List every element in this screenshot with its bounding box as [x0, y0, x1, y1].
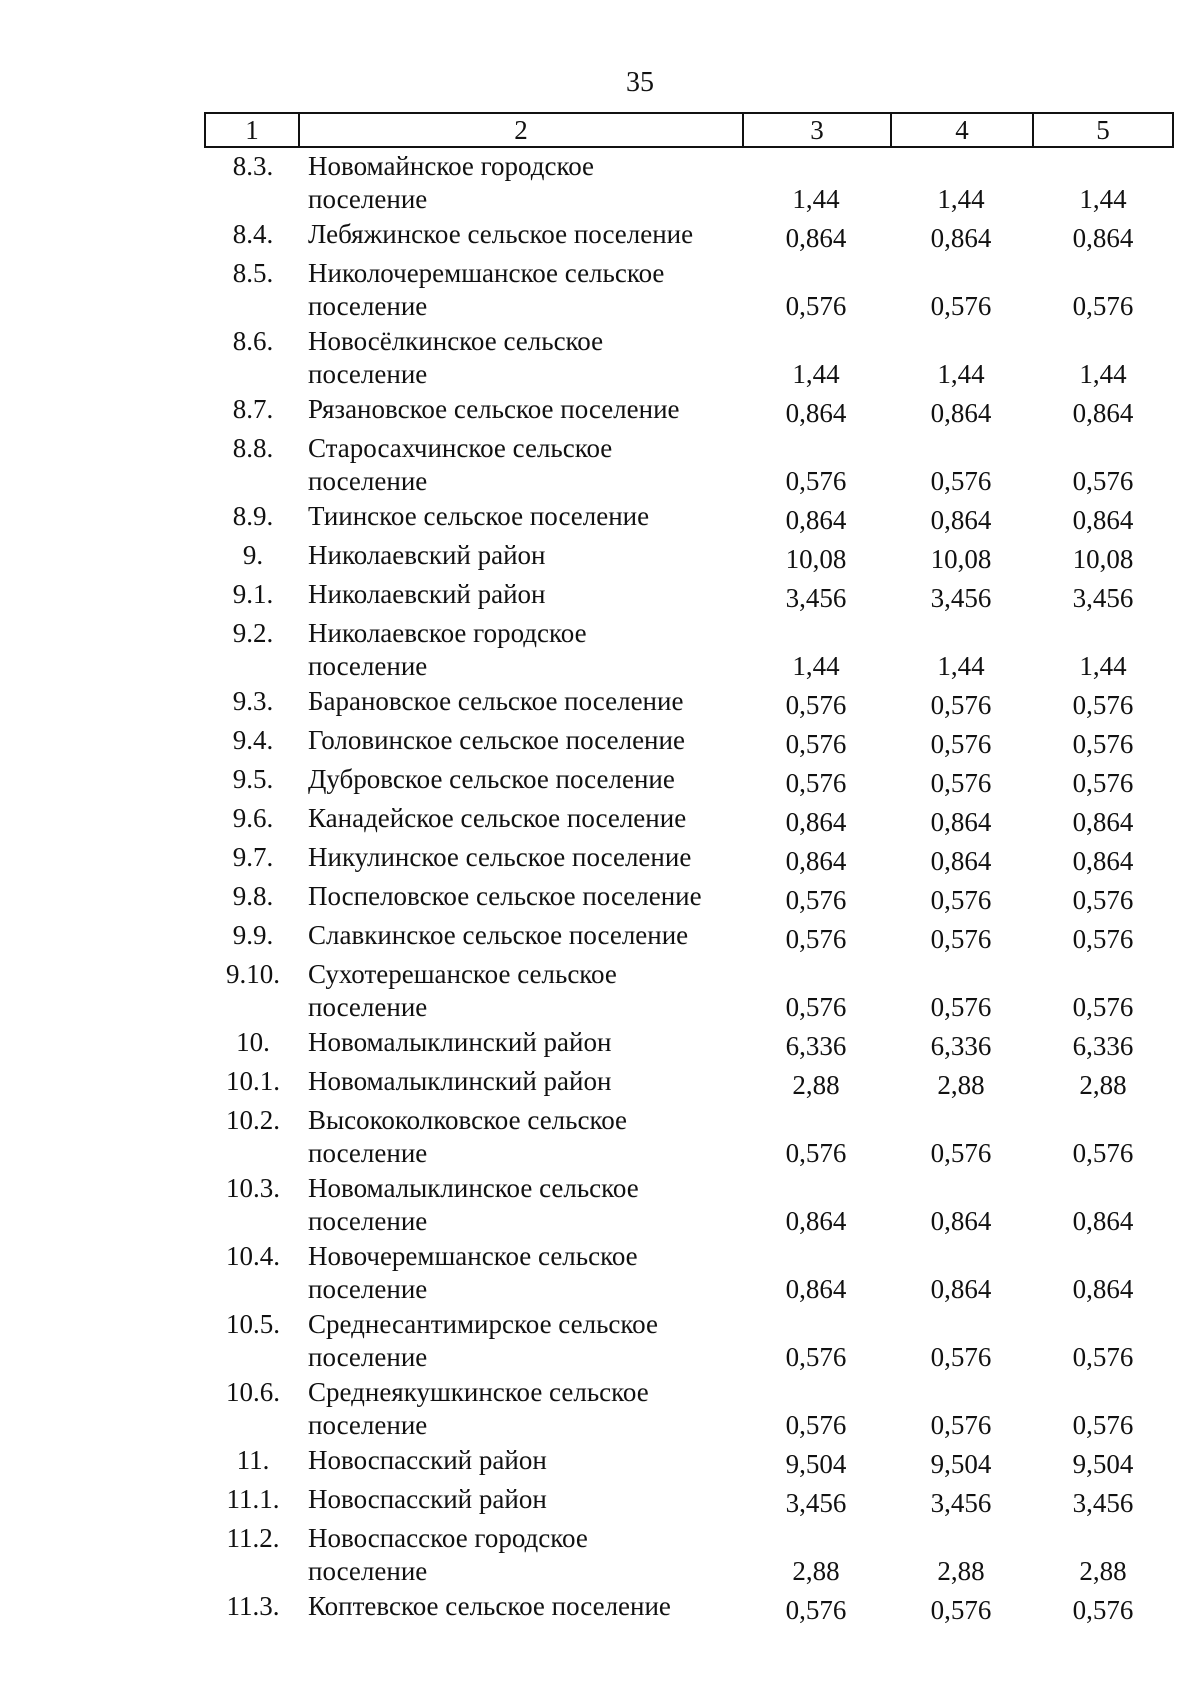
row-value-col-3: 0,576 — [785, 466, 847, 496]
row-name-line: поселение — [308, 651, 428, 681]
table-row — [204, 216, 1174, 255]
row-value-col-5: 3,456 — [1072, 583, 1134, 613]
table-row — [204, 148, 1174, 216]
row-value-col-5: 0,864 — [1072, 223, 1134, 253]
row-number: 10.2. — [226, 1105, 280, 1135]
row-number: 9.8. — [232, 881, 274, 911]
header-col-2: 2 — [300, 114, 744, 146]
row-value-col-5: 0,576 — [1072, 768, 1134, 798]
row-value-col-5: 0,864 — [1072, 1274, 1134, 1304]
row-name-line: Николаевский район — [308, 579, 546, 609]
row-value-col-4: 0,864 — [930, 505, 992, 535]
row-value-col-5: 0,576 — [1072, 1342, 1134, 1372]
table-row — [204, 1102, 1174, 1170]
table-row — [204, 430, 1174, 498]
row-name — [298, 1102, 742, 1170]
row-value-col-3: 0,576 — [785, 1342, 847, 1372]
row-name — [298, 148, 742, 216]
row-name-line: поселение — [308, 1342, 428, 1372]
row-value-col-3: 0,576 — [785, 1138, 847, 1168]
row-number: 11.2. — [226, 1523, 280, 1553]
row-name — [298, 722, 742, 761]
row-name-line: поселение — [308, 184, 428, 214]
row-name — [298, 683, 742, 722]
row-value-col-5: 0,864 — [1072, 505, 1134, 535]
row-name — [298, 1374, 742, 1442]
row-name — [298, 255, 742, 323]
row-value-col-3: 6,336 — [785, 1031, 847, 1061]
row-name — [298, 878, 742, 917]
row-value-col-5: 0,576 — [1072, 1595, 1134, 1625]
row-value-col-4: 0,864 — [930, 398, 992, 428]
row-name — [298, 1481, 742, 1520]
row-value-col-5: 9,504 — [1072, 1449, 1134, 1479]
row-value-col-3: 0,864 — [785, 846, 847, 876]
row-name-line: поселение — [308, 1556, 428, 1586]
row-number: 11.3. — [226, 1591, 280, 1621]
row-number: 10.1. — [226, 1066, 280, 1096]
table-row — [204, 1063, 1174, 1102]
row-name-line: поселение — [308, 359, 428, 389]
row-name — [298, 917, 742, 956]
row-name-line: Новомалыклинский район — [308, 1066, 612, 1096]
table-header — [204, 112, 1174, 148]
row-value-col-3: 1,44 — [792, 359, 840, 389]
row-name-line: поселение — [308, 1206, 428, 1236]
row-name-line: Сухотерешанское сельское — [308, 959, 617, 989]
row-name-line: Тиинское сельское поселение — [308, 501, 650, 531]
row-name-line: Новомалыклинское сельское — [308, 1173, 639, 1203]
page-number: 35 — [626, 67, 654, 98]
row-value-col-3: 0,576 — [785, 1410, 847, 1440]
row-value-col-3: 0,576 — [785, 924, 847, 954]
table-row — [204, 1442, 1174, 1481]
row-number: 8.5. — [232, 258, 274, 288]
row-value-col-3: 9,504 — [785, 1449, 847, 1479]
table-row — [204, 1588, 1174, 1627]
row-value-col-4: 2,88 — [937, 1556, 985, 1586]
row-value-col-4: 0,576 — [930, 1410, 992, 1440]
row-value-col-4: 1,44 — [937, 184, 985, 214]
row-value-col-3: 0,576 — [785, 1595, 847, 1625]
header-col-4: 4 — [892, 114, 1034, 146]
row-name — [298, 1442, 742, 1481]
row-name — [298, 956, 742, 1024]
row-value-col-3: 0,864 — [785, 505, 847, 535]
row-number: 9. — [242, 540, 264, 570]
row-value-col-4: 0,864 — [930, 846, 992, 876]
row-value-col-4: 0,576 — [930, 690, 992, 720]
row-value-col-3: 0,864 — [785, 223, 847, 253]
row-value-col-3: 2,88 — [792, 1556, 840, 1586]
row-name — [298, 615, 742, 683]
row-name-line: Новоспасский район — [308, 1484, 547, 1514]
row-number: 8.9. — [232, 501, 274, 531]
row-value-col-3: 0,864 — [785, 1274, 847, 1304]
table-row — [204, 683, 1174, 722]
row-value-col-5: 0,576 — [1072, 466, 1134, 496]
row-value-col-4: 1,44 — [937, 651, 985, 681]
row-name-line: Высококолковское сельское — [308, 1105, 628, 1135]
row-name-line: Старосахчинское сельское — [308, 433, 613, 463]
table-row — [204, 722, 1174, 761]
row-value-col-4: 0,576 — [930, 466, 992, 496]
row-value-col-5: 0,576 — [1072, 690, 1134, 720]
row-value-col-4: 9,504 — [930, 1449, 992, 1479]
row-value-col-5: 0,576 — [1072, 1410, 1134, 1440]
table-row — [204, 839, 1174, 878]
row-name — [298, 1170, 742, 1238]
row-number: 9.2. — [232, 618, 274, 648]
row-value-col-5: 2,88 — [1079, 1556, 1127, 1586]
row-name — [298, 1520, 742, 1588]
row-number: 11.1. — [226, 1484, 280, 1514]
row-value-col-3: 1,44 — [792, 184, 840, 214]
row-value-col-5: 0,576 — [1072, 291, 1134, 321]
table-row — [204, 1238, 1174, 1306]
row-value-col-4: 0,576 — [930, 729, 992, 759]
table-row — [204, 323, 1174, 391]
row-number: 8.7. — [232, 394, 274, 424]
row-name — [298, 839, 742, 878]
row-number: 9.10. — [226, 959, 280, 989]
row-value-col-5: 0,576 — [1072, 729, 1134, 759]
row-name-line: Рязановское сельское поселение — [308, 394, 680, 424]
row-name — [298, 323, 742, 391]
row-name — [298, 1588, 742, 1627]
row-value-col-3: 0,576 — [785, 690, 847, 720]
row-value-col-3: 3,456 — [785, 583, 847, 613]
row-value-col-5: 0,864 — [1072, 1206, 1134, 1236]
row-name-line: поселение — [308, 466, 428, 496]
row-number: 10. — [236, 1027, 270, 1057]
row-number: 10.6. — [226, 1377, 280, 1407]
row-value-col-4: 6,336 — [930, 1031, 992, 1061]
row-value-col-4: 0,576 — [930, 1138, 992, 1168]
row-value-col-4: 10,08 — [930, 544, 992, 574]
row-value-col-5: 6,336 — [1072, 1031, 1134, 1061]
row-value-col-4: 0,864 — [930, 223, 992, 253]
row-value-col-3: 1,44 — [792, 651, 840, 681]
row-name-line: поселение — [308, 992, 428, 1022]
table-row — [204, 1520, 1174, 1588]
row-name — [298, 430, 742, 498]
row-name-line: Барановское сельское поселение — [308, 686, 684, 716]
row-name — [298, 216, 742, 255]
row-value-col-5: 3,456 — [1072, 1488, 1134, 1518]
row-number: 9.4. — [232, 725, 274, 755]
row-name-line: Николаевское городское — [308, 618, 587, 648]
row-name — [298, 1306, 742, 1374]
row-value-col-4: 0,576 — [930, 291, 992, 321]
row-number: 11. — [236, 1445, 270, 1475]
row-name — [298, 576, 742, 615]
row-value-col-4: 0,864 — [930, 1206, 992, 1236]
row-value-col-5: 10,08 — [1072, 544, 1134, 574]
row-name-line: поселение — [308, 1274, 428, 1304]
table-row — [204, 761, 1174, 800]
row-value-col-5: 0,576 — [1072, 924, 1134, 954]
row-name-line: Канадейское сельское поселение — [308, 803, 687, 833]
row-number: 10.5. — [226, 1309, 280, 1339]
row-value-col-4: 3,456 — [930, 583, 992, 613]
row-value-col-3: 0,576 — [785, 291, 847, 321]
row-name — [298, 1024, 742, 1063]
row-name — [298, 498, 742, 537]
row-value-col-3: 0,864 — [785, 398, 847, 428]
row-name-line: Славкинское сельское поселение — [308, 920, 689, 950]
row-value-col-3: 0,864 — [785, 1206, 847, 1236]
table-row — [204, 956, 1174, 1024]
row-number: 9.7. — [232, 842, 274, 872]
table-row — [204, 391, 1174, 430]
row-name-line: Новомайнское городское — [308, 151, 595, 181]
row-number: 9.6. — [232, 803, 274, 833]
row-name — [298, 1238, 742, 1306]
row-name-line: поселение — [308, 291, 428, 321]
table-row — [204, 1306, 1174, 1374]
row-name — [298, 1063, 742, 1102]
row-value-col-5: 0,576 — [1072, 1138, 1134, 1168]
row-number: 9.3. — [232, 686, 274, 716]
table-row — [204, 255, 1174, 323]
row-value-col-4: 0,864 — [930, 1274, 992, 1304]
row-value-col-5: 0,576 — [1072, 992, 1134, 1022]
row-value-col-5: 0,576 — [1072, 885, 1134, 915]
row-value-col-3: 0,576 — [785, 992, 847, 1022]
row-value-col-5: 0,864 — [1072, 398, 1134, 428]
row-name-line: Коптевское сельское поселение — [308, 1591, 671, 1621]
row-value-col-3: 0,576 — [785, 885, 847, 915]
row-value-col-4: 0,576 — [930, 1342, 992, 1372]
row-number: 9.5. — [232, 764, 274, 794]
row-name-line: Николочеремшанское сельское — [308, 258, 665, 288]
row-value-col-5: 0,864 — [1072, 846, 1134, 876]
row-value-col-3: 2,88 — [792, 1070, 840, 1100]
row-value-col-4: 3,456 — [930, 1488, 992, 1518]
row-name — [298, 800, 742, 839]
table-row — [204, 1024, 1174, 1063]
row-value-col-5: 1,44 — [1079, 359, 1127, 389]
row-number: 9.1. — [232, 579, 274, 609]
row-value-col-5: 0,864 — [1072, 807, 1134, 837]
row-value-col-4: 0,576 — [930, 1595, 992, 1625]
header-col-5: 5 — [1096, 115, 1110, 145]
row-name-line: Лебяжинское сельское поселение — [308, 219, 694, 249]
row-number: 8.3. — [232, 151, 274, 181]
table-row — [204, 537, 1174, 576]
row-name-line: Головинское сельское поселение — [308, 725, 685, 755]
row-name — [298, 391, 742, 430]
row-value-col-3: 3,456 — [785, 1488, 847, 1518]
row-name-line: Новомалыклинский район — [308, 1027, 612, 1057]
row-value-col-3: 10,08 — [785, 544, 847, 574]
row-value-col-5: 1,44 — [1079, 651, 1127, 681]
row-name — [298, 537, 742, 576]
row-name-line: поселение — [308, 1138, 428, 1168]
row-name-line: Среднесантимирское сельское — [308, 1309, 658, 1339]
table-row — [204, 498, 1174, 537]
table-row — [204, 1374, 1174, 1442]
table-row — [204, 1481, 1174, 1520]
row-name-line: Поспеловское сельское поселение — [308, 881, 702, 911]
header-col-3: 3 — [744, 114, 892, 146]
row-value-col-4: 0,576 — [930, 768, 992, 798]
row-number: 10.4. — [226, 1241, 280, 1271]
row-name-line: Новочеремшанское сельское — [308, 1241, 638, 1271]
table-row — [204, 1170, 1174, 1238]
row-value-col-4: 2,88 — [937, 1070, 985, 1100]
table-row — [204, 917, 1174, 956]
row-name-line: Дубровское сельское поселение — [308, 764, 675, 794]
row-value-col-4: 1,44 — [937, 359, 985, 389]
row-value-col-4: 0,576 — [930, 924, 992, 954]
row-value-col-4: 0,864 — [930, 807, 992, 837]
row-value-col-3: 0,864 — [785, 807, 847, 837]
row-name-line: поселение — [308, 1410, 428, 1440]
table-row — [204, 615, 1174, 683]
row-number: 10.3. — [226, 1173, 280, 1203]
row-name — [298, 761, 742, 800]
row-value-col-3: 0,576 — [785, 768, 847, 798]
row-number: 8.8. — [232, 433, 274, 463]
table-row — [204, 576, 1174, 615]
row-number: 8.4. — [232, 219, 274, 249]
row-number: 9.9. — [232, 920, 274, 950]
table-body — [204, 148, 1174, 1627]
row-value-col-5: 1,44 — [1079, 184, 1127, 214]
row-name-line: Никулинское сельское поселение — [308, 842, 692, 872]
row-value-col-4: 0,576 — [930, 885, 992, 915]
row-name-line: Новоспасский район — [308, 1445, 547, 1475]
row-value-col-4: 0,576 — [930, 992, 992, 1022]
table-row — [204, 878, 1174, 917]
row-number: 8.6. — [232, 326, 274, 356]
row-value-col-5: 2,88 — [1079, 1070, 1127, 1100]
row-name-line: Среднеякушкинское сельское — [308, 1377, 649, 1407]
row-name-line: Новосёлкинское сельское — [308, 326, 604, 356]
header-col-1: 1 — [206, 114, 300, 146]
row-value-col-3: 0,576 — [785, 729, 847, 759]
row-name-line: Новоспасское городское — [308, 1523, 588, 1553]
table-row — [204, 800, 1174, 839]
row-name-line: Николаевский район — [308, 540, 546, 570]
